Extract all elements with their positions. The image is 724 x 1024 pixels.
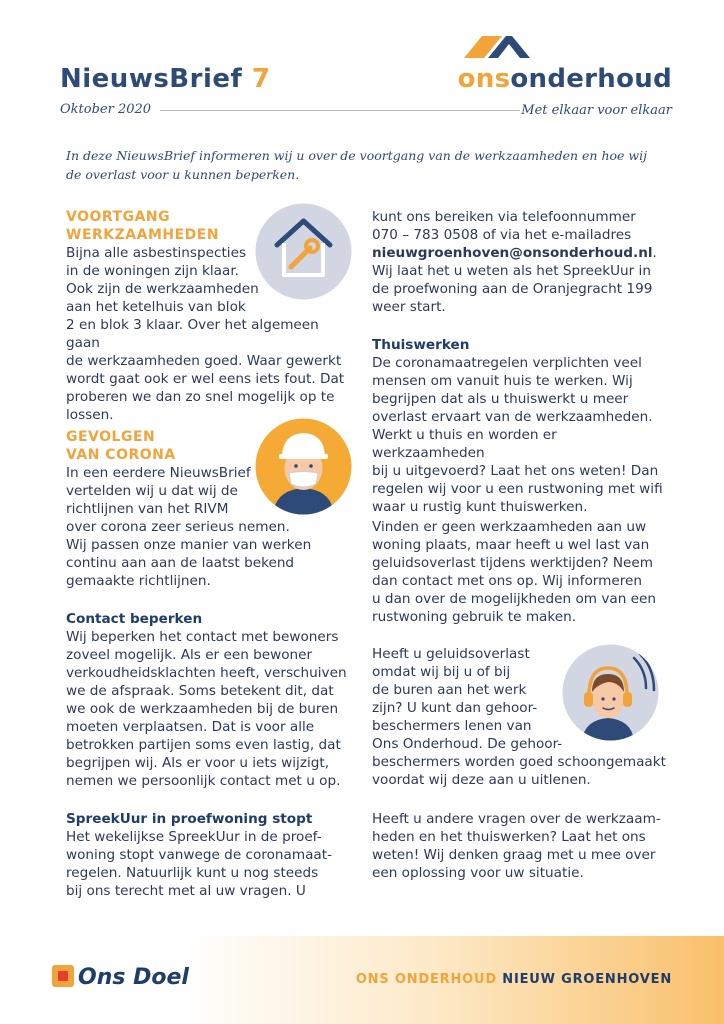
header-divider bbox=[160, 110, 520, 111]
ons-doel-logo-icon bbox=[52, 965, 74, 987]
thuiswerken-line: regelen wij voor u een rustwoning met wifi bbox=[372, 481, 663, 497]
vragen-line: heden en het thuiswerken? Laat het ons bbox=[372, 829, 646, 845]
contact-line: nemen we persoonlijk contact met u op. bbox=[66, 773, 341, 789]
voortgang-heading-2: WERKZAAMHEDEN bbox=[66, 227, 220, 243]
corona-line: continu aan aan de laatst bekend bbox=[66, 555, 295, 571]
corona-line: gemaakte richtlijnen. bbox=[66, 573, 211, 589]
cont-line: Wij laat het u weten als het SpreekUur in bbox=[372, 263, 651, 279]
thuiswerken-line: De coronamaatregelen verplichten veel bbox=[372, 355, 642, 371]
voortgang-line: lossen. bbox=[66, 407, 114, 423]
thuiswerken-line: mensen om vanuit huis te werken. Wij bbox=[372, 373, 633, 389]
corona-heading-2: VAN CORONA bbox=[66, 447, 176, 463]
contact-line: we de afspraak. Soms betekent dit, dat bbox=[66, 683, 334, 699]
thuiswerken-heading: Thuiswerken bbox=[372, 337, 470, 353]
brand-part-ons: ons bbox=[457, 64, 511, 94]
contact-line: zoveel mogelijk. Als er een bewoner bbox=[66, 647, 313, 663]
intro-text: In deze NieuwsBrief informeren wij u over de voortgang van de werkzaamheden en hoe wij de overlast voor u kunnen beperken. bbox=[66, 148, 647, 182]
contact-line: betrokken partijen soms even lastig, dat bbox=[66, 737, 341, 753]
worker-mask-icon bbox=[255, 418, 352, 515]
thuiswerken-line: bij u uitgevoerd? Laat het ons weten! Dan bbox=[372, 463, 659, 479]
geluid-line: Heeft u geluidsoverlast bbox=[372, 646, 530, 662]
newsletter-title bbox=[60, 64, 270, 94]
vragen-line: een oplossing voor uw situatie. bbox=[372, 865, 584, 881]
cont-line: kunt ons bereiken via telefoonnummer bbox=[372, 209, 636, 225]
voortgang-line: wordt gaat ook er wel eens iets fout. Dat bbox=[66, 371, 345, 387]
contact-heading: Contact beperken bbox=[66, 611, 203, 627]
voortgang-heading-1: VOORTGANG bbox=[66, 209, 171, 225]
brand-part-onderhoud: onderhoud bbox=[510, 64, 672, 94]
ons-doel-logo bbox=[52, 965, 189, 990]
spreekuur-line: regelen. Natuurlijk kunt u nog steeds bbox=[66, 865, 319, 881]
voortgang-line: Ook zijn de werkzaamheden bbox=[66, 281, 259, 297]
vragen-line: Heeft u andere vragen over de werkzaam- bbox=[372, 811, 661, 827]
email-suffix: . bbox=[652, 245, 657, 261]
thuiswerken-line: overlast ervaart van de werkzaamheden. bbox=[372, 409, 653, 425]
corona-line: vertelden wij u dat wij de bbox=[66, 483, 238, 499]
brand-name bbox=[458, 64, 672, 94]
voortgang-line: proberen we dan zo snel mogelijk op te bbox=[66, 389, 335, 405]
section-vragen bbox=[372, 810, 672, 882]
voortgang-line: in de woningen zijn klaar. bbox=[66, 263, 239, 279]
spreekuur-heading: SpreekUur in proefwoning stopt bbox=[66, 811, 313, 827]
corona-line: richtlijnen van het RIVM bbox=[66, 501, 229, 517]
spreekuur-line: bij ons terecht met al uw vragen. U bbox=[66, 883, 306, 899]
vinden-line: rustwoning gebruik te maken. bbox=[372, 609, 577, 625]
thuiswerken-line: Werkt u thuis en worden er werkzaamheden bbox=[372, 427, 557, 461]
footer-project-name bbox=[356, 972, 672, 987]
issue-date: Oktober 2020 bbox=[60, 102, 152, 117]
voortgang-line: de werkzaamheden goed. Waar gewerkt bbox=[66, 353, 342, 369]
vragen-line: weten! Wij denken graag met u mee over bbox=[372, 847, 656, 863]
vinden-line: dan contact met ons op. Wij informeren bbox=[372, 573, 643, 589]
vinden-line: woning plaats, maar heeft u wel last van bbox=[372, 537, 650, 553]
contact-line: begrijpen wij. Als er voor u iets wijzigt, bbox=[66, 755, 330, 771]
spreekuur-line: Het wekelijkse SpreekUur in de proef- bbox=[66, 829, 322, 845]
section-thuiswerken bbox=[372, 336, 672, 516]
slogan: Met elkaar voor elkaar bbox=[521, 103, 672, 118]
cont-line: 070 – 783 0508 of via het e-mailadres bbox=[372, 227, 632, 243]
earmuffs-person-icon bbox=[562, 644, 659, 741]
section-spreekuur bbox=[66, 810, 366, 900]
geluid-line: omdat wij bij u of bij bbox=[372, 664, 511, 680]
title-number: 7 bbox=[251, 64, 271, 94]
vinden-line: geluidsoverlast tijdens werktijden? Neem bbox=[372, 555, 654, 571]
ons-doel-logo-text: Ons Doel bbox=[78, 965, 189, 990]
vinden-line: Vinden er geen werkzaamheden aan uw bbox=[372, 519, 647, 535]
section-contact bbox=[66, 610, 366, 790]
cont-line: weer start. bbox=[372, 299, 446, 315]
voortgang-line: 2 en blok 3 klaar. Over het algemeen gaan bbox=[66, 317, 319, 351]
thuiswerken-line: begrijpen dat als u thuiswerkt u meer bbox=[372, 391, 629, 407]
footer-part-1: ONS ONDERHOUD bbox=[355, 972, 497, 987]
email-line bbox=[372, 244, 672, 262]
roof-logo-icon bbox=[458, 32, 532, 60]
thuiswerken-line: waar u rustig kunt thuiswerken. bbox=[372, 499, 588, 515]
corona-line: over corona zeer serieus nemen. bbox=[66, 519, 290, 535]
vinden-line: u dan over de mogelijkheden om van een bbox=[372, 591, 656, 607]
cont-line: de proefwoning aan de Oranjegracht 199 bbox=[372, 281, 653, 297]
corona-heading-1: GEVOLGEN bbox=[66, 429, 156, 445]
section-spreekuur-cont bbox=[372, 208, 672, 316]
footer-part-2: NIEUW GROENHOVEN bbox=[502, 972, 672, 987]
corona-line: In een eerdere NieuwsBrief bbox=[66, 465, 251, 481]
geluid-line: de buren aan het werk bbox=[372, 682, 527, 698]
house-wrench-icon bbox=[255, 203, 352, 300]
title-word: NieuwsBrief bbox=[60, 64, 243, 94]
section-vinden bbox=[372, 518, 672, 626]
geluid-line: Ons Onderhoud. De gehoor- bbox=[372, 736, 563, 752]
contact-line: we ook de werkzaamheden bij de buren bbox=[66, 701, 339, 717]
geluid-line: zijn? U kunt dan gehoor- bbox=[372, 700, 538, 716]
voortgang-line: Bijna alle asbestinspecties bbox=[66, 245, 247, 261]
spreekuur-line: woning stopt vanwege de coronamaat- bbox=[66, 847, 332, 863]
contact-line: Wij beperken het contact met bewoners bbox=[66, 629, 339, 645]
contact-line: verkoudheidsklachten heeft, verschuiven bbox=[66, 665, 347, 681]
corona-line: Wij passen onze manier van werken bbox=[66, 537, 312, 553]
contact-line: moeten verplaatsen. Dat is voor alle bbox=[66, 719, 315, 735]
geluid-line: voordat wij deze aan u uitlenen. bbox=[372, 772, 591, 788]
geluid-line: beschermers lenen van bbox=[372, 718, 532, 734]
geluid-line: beschermers worden goed schoongemaakt bbox=[372, 754, 666, 770]
voortgang-line: aan het ketelhuis van blok bbox=[66, 299, 246, 315]
email-link[interactable]: nieuwgroenhoven@onsonderhoud.nl bbox=[372, 245, 653, 261]
